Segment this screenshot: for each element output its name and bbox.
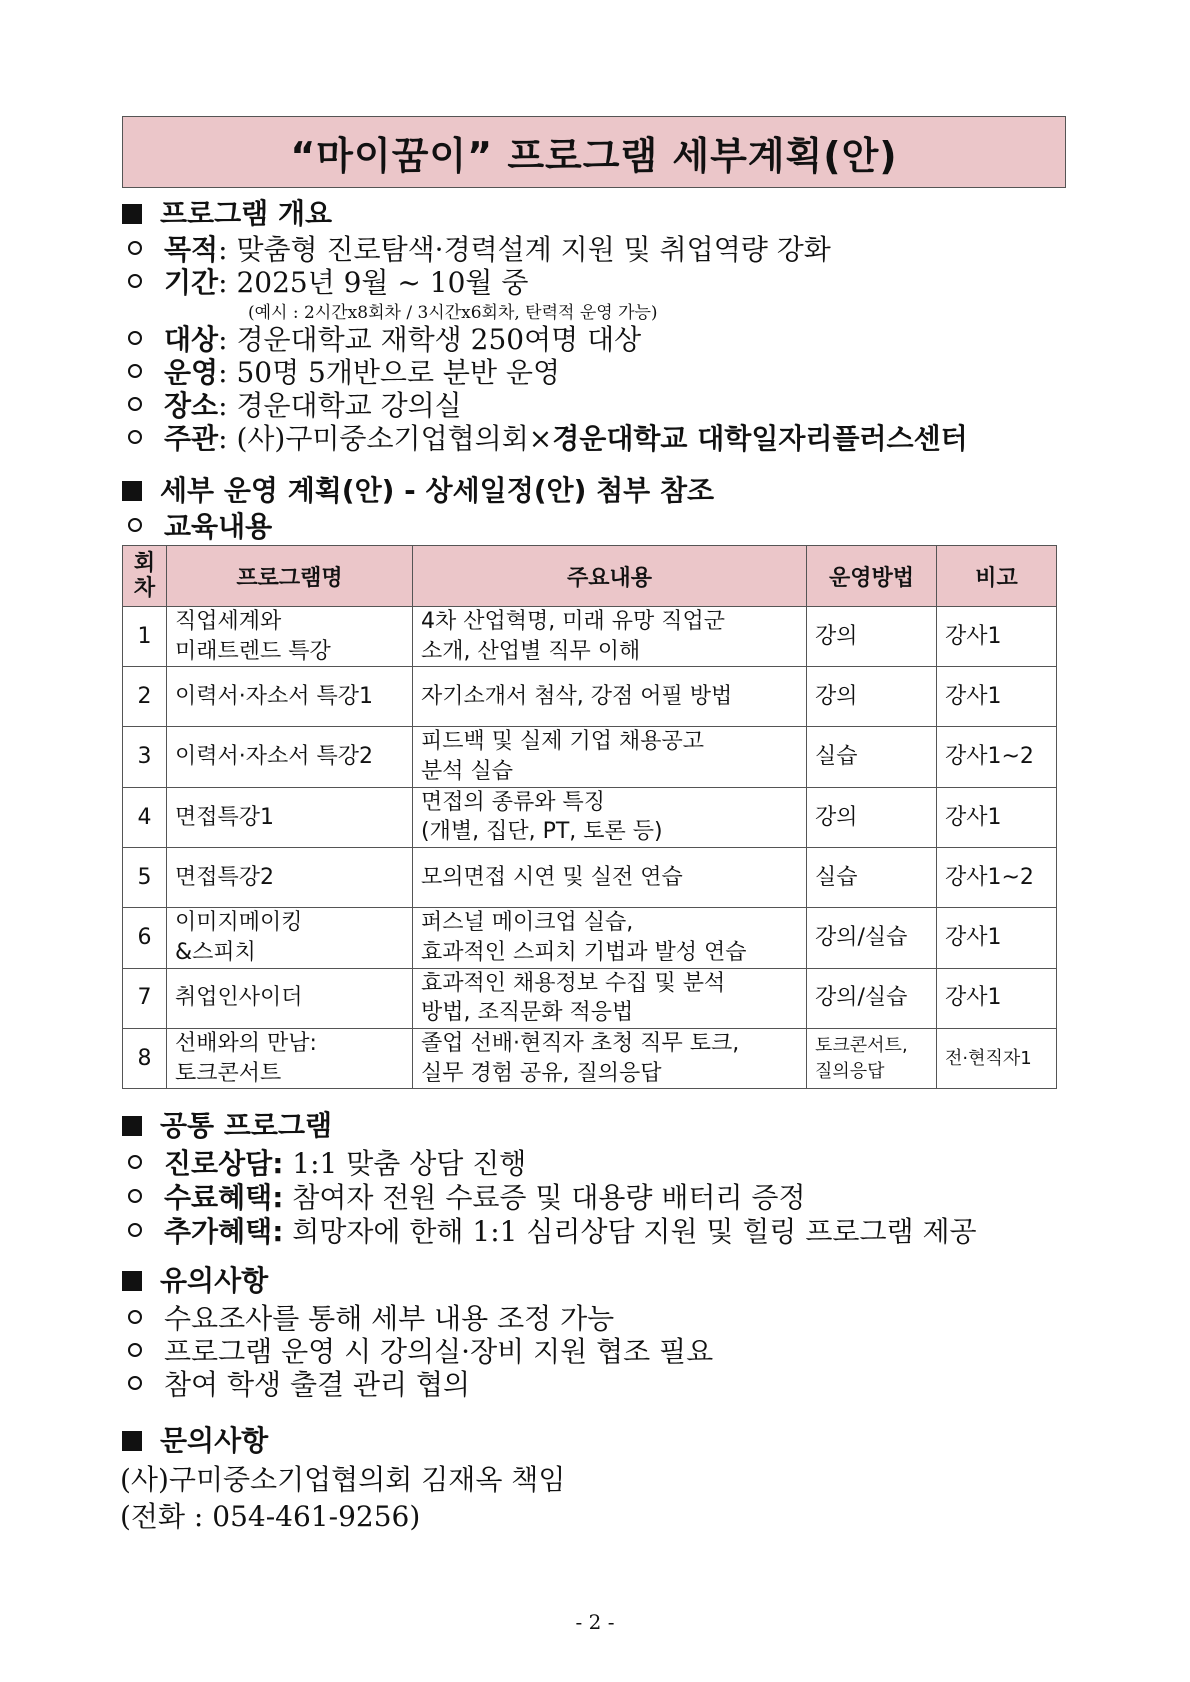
cell-content: 자기소개서 첨삭, 강점 어필 방법 bbox=[413, 667, 807, 727]
header-content: 주요내용 bbox=[413, 546, 807, 607]
cell-remark: 강사1~2 bbox=[937, 727, 1057, 787]
cell-session: 8 bbox=[123, 1028, 167, 1088]
cell-method: 실습 bbox=[807, 848, 937, 908]
period-note: (예시 : 2시간x8회차 / 3시간x6회차, 탄력적 운영 가능) bbox=[248, 303, 658, 323]
table-row bbox=[123, 607, 1057, 667]
circle-bullet-icon bbox=[128, 430, 142, 444]
cell-content: 졸업 선배·현직자 초청 직무 토크, 실무 경험 공유, 질의응답 bbox=[413, 1028, 807, 1088]
cell-remark: 강사1 bbox=[937, 667, 1057, 727]
cell-remark: 전·현직자1 bbox=[937, 1028, 1057, 1088]
contact-line-2: (전화 : 054-461-9256) bbox=[120, 1500, 421, 1533]
circle-bullet-icon bbox=[128, 364, 142, 378]
table-row bbox=[123, 968, 1057, 1028]
contact-line-1: (사)구미중소기업협의회 김재옥 책임 bbox=[120, 1463, 566, 1496]
circle-bullet-icon bbox=[128, 1343, 142, 1357]
circle-bullet-icon bbox=[128, 1376, 142, 1390]
cell-remark: 강사1 bbox=[937, 908, 1057, 968]
circle-bullet-icon bbox=[128, 274, 142, 288]
table-row bbox=[123, 787, 1057, 847]
header-session: 회 차 bbox=[123, 546, 167, 607]
table-row bbox=[123, 727, 1057, 787]
circle-bullet-icon bbox=[128, 1310, 142, 1324]
cell-remark: 강사1~2 bbox=[937, 848, 1057, 908]
table-row bbox=[123, 908, 1057, 968]
overview-item-place: 장소: 경운대학교 강의실 bbox=[128, 384, 462, 424]
square-bullet-icon bbox=[122, 204, 142, 224]
table-row bbox=[123, 848, 1057, 908]
circle-bullet-icon bbox=[128, 397, 142, 411]
cell-program: 선배와의 만남: 토크콘서트 bbox=[167, 1028, 413, 1088]
cell-method: 강의/실습 bbox=[807, 908, 937, 968]
detail-subheading: 교육내용 bbox=[128, 505, 272, 545]
header-program: 프로그램명 bbox=[167, 546, 413, 607]
square-bullet-icon bbox=[122, 1116, 142, 1136]
notes-item: 수요조사를 통해 세부 내용 조정 가능 bbox=[128, 1297, 614, 1337]
overview-item-period: 기간: 2025년 9월 ~ 10월 중 bbox=[128, 261, 528, 301]
cell-content: 피드백 및 실제 기업 채용공고 분석 실습 bbox=[413, 727, 807, 787]
notes-item: 참여 학생 출결 관리 협의 bbox=[128, 1363, 470, 1403]
cell-method: 실습 bbox=[807, 727, 937, 787]
cell-content: 4차 산업혁명, 미래 유망 직업군 소개, 산업별 직무 이해 bbox=[413, 607, 807, 667]
cell-session: 7 bbox=[123, 968, 167, 1028]
cell-session: 2 bbox=[123, 667, 167, 727]
header-remark: 비고 bbox=[937, 546, 1057, 607]
cell-program: 이력서·자소서 특강2 bbox=[167, 727, 413, 787]
notes-heading: 유의사항 bbox=[122, 1259, 268, 1299]
cell-method: 강의/실습 bbox=[807, 968, 937, 1028]
table-row bbox=[123, 1028, 1057, 1088]
cell-remark: 강사1 bbox=[937, 968, 1057, 1028]
common-item: 수료혜택: 참여자 전원 수료증 및 대용량 배터리 증정 bbox=[128, 1176, 806, 1216]
cell-session: 4 bbox=[123, 787, 167, 847]
cell-session: 5 bbox=[123, 848, 167, 908]
cell-program: 면접특강1 bbox=[167, 787, 413, 847]
overview-heading: 프로그램 개요 bbox=[122, 192, 332, 232]
cell-session: 6 bbox=[123, 908, 167, 968]
table-row bbox=[123, 667, 1057, 727]
overview-item-operation: 운영: 50명 5개반으로 분반 운영 bbox=[128, 351, 560, 391]
circle-bullet-icon bbox=[128, 241, 142, 255]
cell-remark: 강사1 bbox=[937, 607, 1057, 667]
cell-content: 면접의 종류와 특징 (개별, 집단, PT, 토론 등) bbox=[413, 787, 807, 847]
header-method: 운영방법 bbox=[807, 546, 937, 607]
circle-bullet-icon bbox=[128, 518, 142, 532]
cell-session: 1 bbox=[123, 607, 167, 667]
common-heading: 공통 프로그램 bbox=[122, 1104, 332, 1144]
common-item: 추가혜택: 희망자에 한해 1:1 심리상담 지원 및 힐링 프로그램 제공 bbox=[128, 1210, 977, 1250]
cell-method: 강의 bbox=[807, 787, 937, 847]
common-item: 진로상담: 1:1 맞춤 상담 진행 bbox=[128, 1142, 526, 1182]
circle-bullet-icon bbox=[128, 1223, 142, 1237]
circle-bullet-icon bbox=[128, 1155, 142, 1169]
circle-bullet-icon bbox=[128, 331, 142, 345]
cell-method: 강의 bbox=[807, 667, 937, 727]
overview-item-host: 주관: (사)구미중소기업협의회×경운대학교 대학일자리플러스센터 bbox=[128, 417, 968, 457]
detail-heading: 세부 운영 계획(안) - 상세일정(안) 첨부 참조 bbox=[122, 469, 714, 509]
cell-content: 퍼스널 메이크업 실습, 효과적인 스피치 기법과 발성 연습 bbox=[413, 908, 807, 968]
table-header-row bbox=[123, 546, 1057, 607]
cell-content: 모의면접 시연 및 실전 연습 bbox=[413, 848, 807, 908]
cell-method: 강의 bbox=[807, 607, 937, 667]
circle-bullet-icon bbox=[128, 1189, 142, 1203]
cell-program: 면접특강2 bbox=[167, 848, 413, 908]
schedule-table bbox=[122, 545, 1057, 1089]
square-bullet-icon bbox=[122, 481, 142, 501]
overview-item-purpose: 목적: 맞춤형 진로탐색·경력설계 지원 및 취업역량 강화 bbox=[128, 228, 831, 268]
cell-program: 직업세계와 미래트렌드 특강 bbox=[167, 607, 413, 667]
cell-session: 3 bbox=[123, 727, 167, 787]
cell-program: 취업인사이더 bbox=[167, 968, 413, 1028]
table-body bbox=[123, 607, 1057, 1089]
square-bullet-icon bbox=[122, 1271, 142, 1291]
square-bullet-icon bbox=[122, 1431, 142, 1451]
contact-heading: 문의사항 bbox=[122, 1419, 268, 1459]
overview-item-target: 대상: 경운대학교 재학생 250여명 대상 bbox=[128, 318, 641, 358]
cell-content: 효과적인 채용정보 수집 및 분석 방법, 조직문화 적응법 bbox=[413, 968, 807, 1028]
cell-program: 이미지메이킹 &스피치 bbox=[167, 908, 413, 968]
cell-program: 이력서·자소서 특강1 bbox=[167, 667, 413, 727]
page-title: “마이꿈이” 프로그램 세부계획(안) bbox=[122, 116, 1066, 188]
cell-remark: 강사1 bbox=[937, 787, 1057, 847]
cell-method: 토크콘서트, 질의응답 bbox=[807, 1028, 937, 1088]
page-number: - 2 - bbox=[575, 1610, 615, 1634]
notes-item: 프로그램 운영 시 강의실·장비 지원 협조 필요 bbox=[128, 1330, 713, 1370]
